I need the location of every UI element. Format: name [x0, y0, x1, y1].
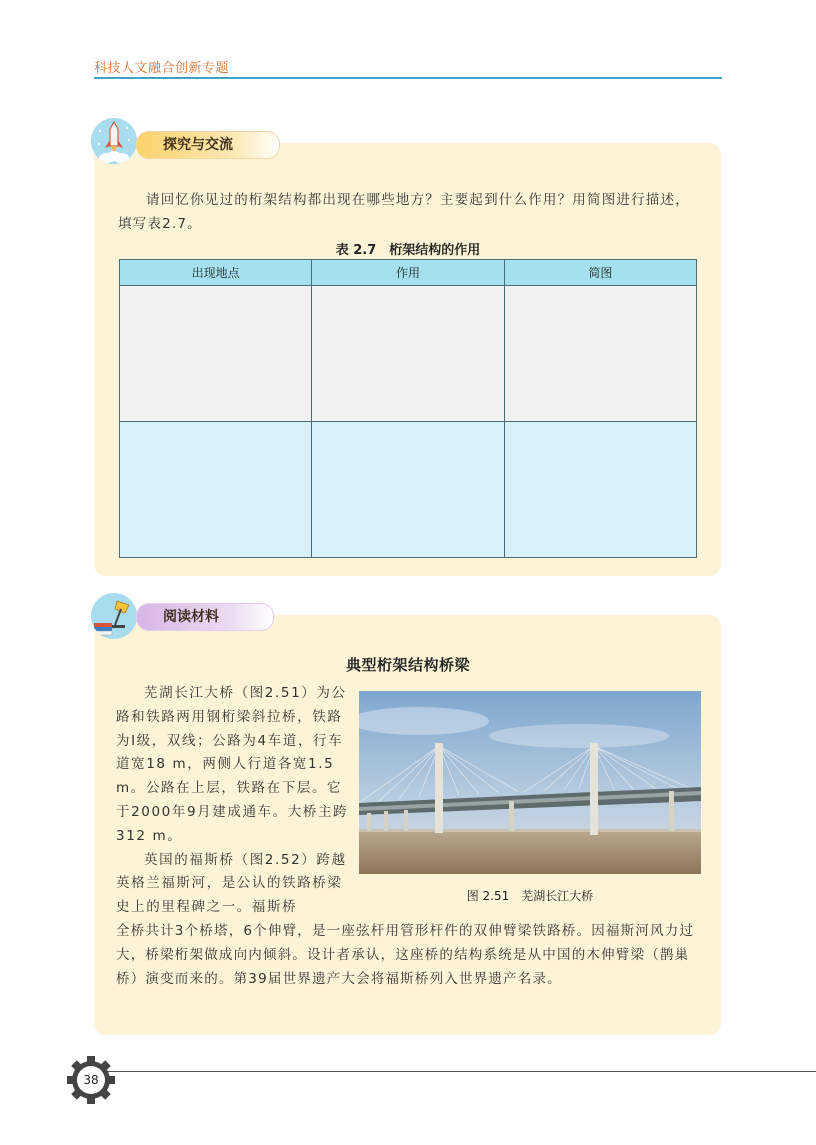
- page-number: 38: [83, 1073, 99, 1087]
- figure-caption: 图 2.51 芜湖长江大桥: [466, 889, 594, 903]
- table-cell[interactable]: [504, 286, 696, 422]
- explore-intro: 请回忆你见过的桁架结构都出现在哪些地方？主要起到什么作用？用简图进行描述，填写表2.7。: [118, 192, 690, 232]
- header-divider: [94, 77, 722, 79]
- explore-section-label: 探究与交流: [136, 131, 280, 159]
- reading-lamp-icon: [91, 593, 137, 639]
- table-cell[interactable]: [120, 422, 312, 558]
- table-cell[interactable]: [120, 286, 312, 422]
- rocket-icon: [91, 118, 137, 164]
- table-row: [120, 422, 697, 558]
- header-title: 科技人文融合创新专题: [94, 61, 230, 76]
- reading-text-left: [116, 682, 352, 920]
- wuhu-bridge-photo: [359, 691, 701, 874]
- table-caption: 表 2.7 桁架结构的作用: [335, 243, 481, 258]
- reading-title: 典型桁架结构桥梁: [345, 656, 470, 674]
- table-cell[interactable]: [504, 422, 696, 558]
- paragraph-forth-bridge-start: 英国的福斯桥（图2.52）跨越英格兰福斯河，是公认的铁路桥梁史上的里程碑之一。福斯桥: [116, 851, 347, 916]
- paragraph-wuhu-bridge: 芜湖长江大桥（图2.51）为公路和铁路两用钢桁梁斜拉桥，铁路为Ⅰ级，双线；公路为4车道，行车道宽18 m，两侧人行道各宽1.5 m。公路在上层，铁路在下层。它于2000年9月建成通车。大桥主跨312 m。: [116, 685, 349, 844]
- table-cell[interactable]: [312, 422, 504, 558]
- table-row: [120, 286, 697, 422]
- footer-divider: [100, 1071, 816, 1072]
- truss-table: [119, 259, 697, 558]
- column-header-location: 出现地点: [120, 260, 312, 286]
- paragraph-forth-bridge-rest: 全桥共计3个桥塔，6个伸臂，是一座弦杆用管形杆件的双伸臂梁铁路桥。因福斯河风力过大，桥梁桁架做成向内倾斜。设计者承认，这座桥的结构系统是从中国的木伸臂梁（鹊巢桥）演变而来的。第39届世界遗产大会将福斯桥列入世界遗产名录。: [116, 923, 695, 987]
- reading-section-label: 阅读材料: [136, 603, 274, 631]
- column-header-sketch: 简图: [504, 260, 696, 286]
- reading-text-full: [116, 920, 702, 991]
- column-header-function: 作用: [312, 260, 504, 286]
- table-cell[interactable]: [312, 286, 504, 422]
